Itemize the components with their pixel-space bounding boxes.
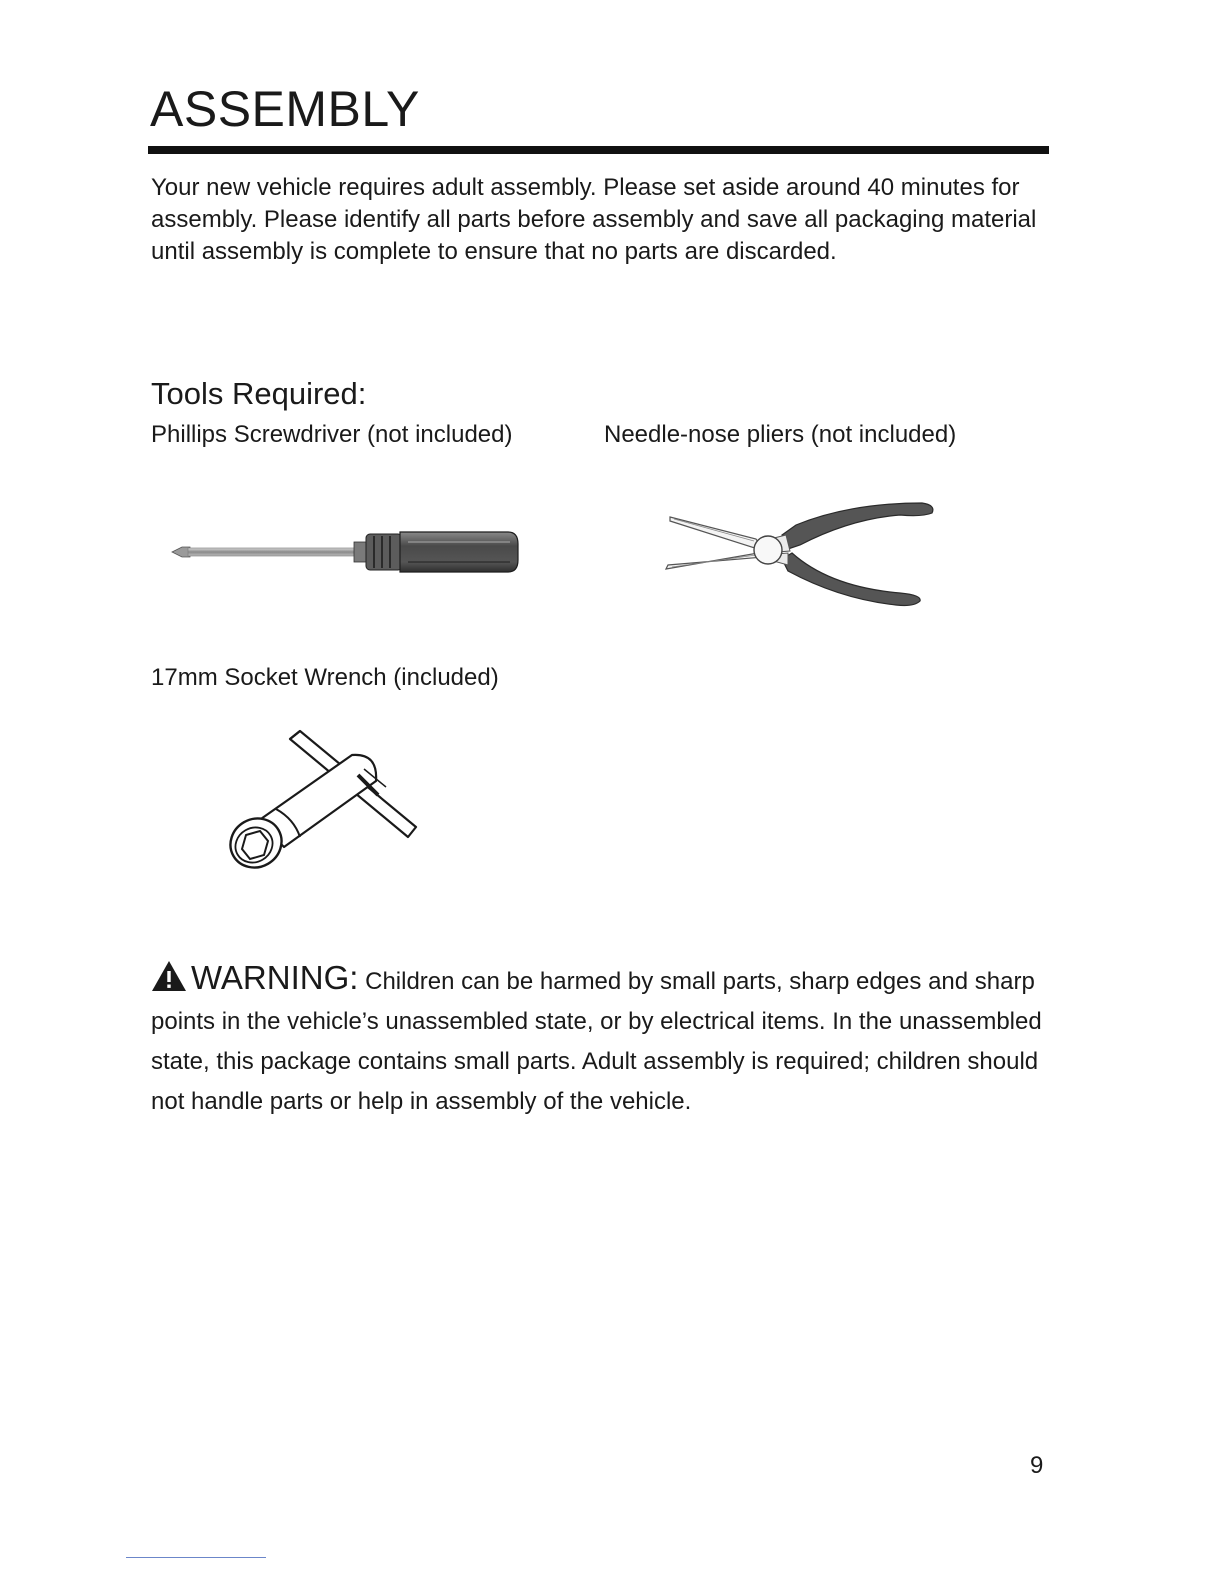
page-number: 9 [1030, 1452, 1044, 1479]
needle-nose-pliers-icon [660, 495, 942, 613]
wrench-label: 17mm Socket Wrench (included) [151, 664, 499, 691]
title-rule [148, 146, 1049, 154]
phillips-screwdriver-icon [168, 520, 524, 584]
pliers-label: Needle-nose pliers (not included) [604, 421, 957, 448]
warning-label: WARNING: [191, 959, 359, 996]
socket-wrench-icon [218, 725, 423, 875]
screwdriver-label: Phillips Screwdriver (not included) [151, 421, 513, 448]
footer-line [126, 1557, 266, 1558]
warning-triangle-icon [151, 960, 187, 992]
intro-paragraph: Your new vehicle requires adult assembly. Please set aside around 40 minutes for assembly. Please identify all parts before assembly and save all packaging material until assembly is complete to ensure that no parts are discarded. [151, 174, 1037, 265]
warning-text: Children can be harmed by small parts, sharp edges and sharp points in the vehicle’s unassembled state, or by electrical items. In the unassembled state, this package contains small parts. Adult assembly is required; children should not handle parts or help in assembly of the vehicle. [151, 968, 1042, 1115]
page-title: ASSEMBLY [150, 81, 420, 137]
warning-paragraph [151, 958, 1056, 1122]
tools-heading: Tools Required: [151, 376, 367, 411]
